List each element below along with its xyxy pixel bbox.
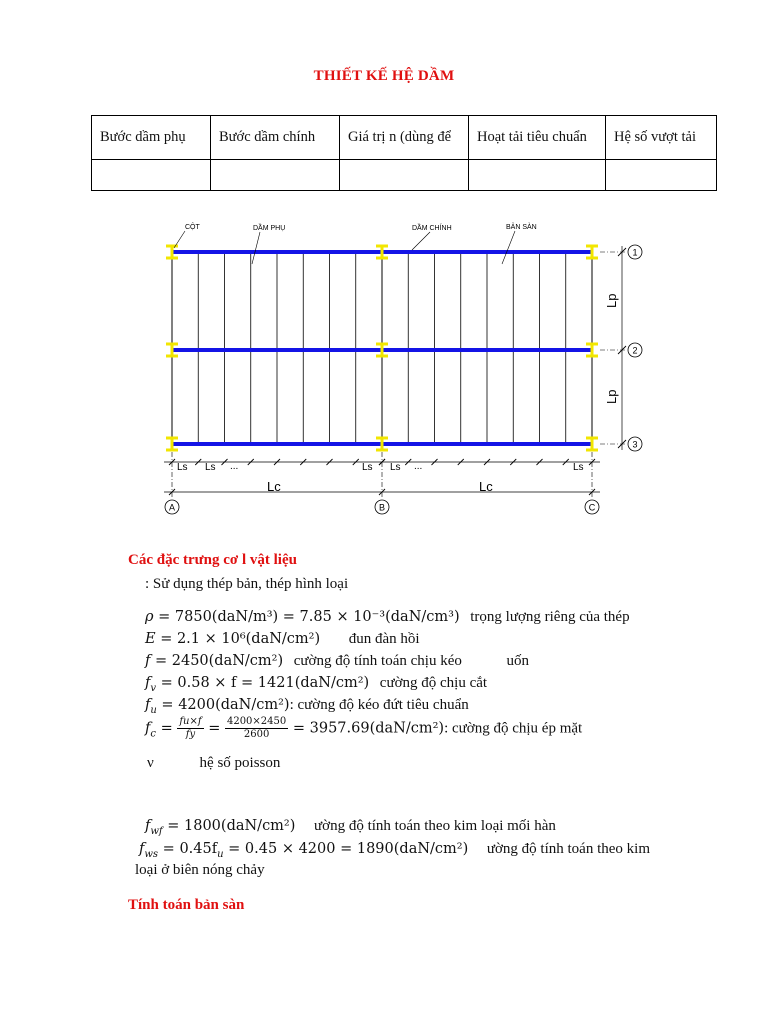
symbol: ν [147,755,154,771]
table-cell[interactable] [469,160,606,191]
denominator: 2600 [243,729,270,740]
label-lc-2: Lc [479,479,493,494]
table-cell[interactable] [92,160,211,191]
expression: = 0.45f [158,841,218,857]
section-heading-materials: Các đặc trưng cơ l vật liệu [128,552,297,568]
symbol: ρ [145,609,154,625]
description: ường độ tính toán theo kim loại mối hàn [314,818,556,834]
axis-label: C [588,502,596,513]
fraction-symbolic [177,716,203,741]
steel-intro: : Sử dụng thép bản, thép hình loại [145,576,349,592]
leader-line [412,232,430,250]
fusion-strength-continued: loại ở biên nóng chảy [135,862,265,878]
subscript: u [150,704,157,716]
description: cường độ chịu cắt [379,675,488,691]
header-cell: Hệ số vượt tải [606,116,717,160]
subscript: c [150,728,156,740]
symbol: f [145,697,151,713]
axis-label: 2 [632,345,638,356]
label-ls: Ls [390,462,401,473]
label-dots: ... [414,461,423,472]
label-ls: Ls [205,462,216,473]
label-lp-1: Lp [604,293,619,308]
table-row [92,160,717,191]
formula-tensile-strength [145,653,529,670]
label-ls: Ls [362,462,373,473]
description: : cường độ chịu ép mặt [444,720,583,737]
symbol: f [145,675,151,691]
axis-label: 1 [632,247,638,258]
expression: = 0.58 × f = 1421(daN/cm²) [156,675,370,691]
symbol: f [139,841,145,857]
description: đun đàn hồi [348,631,420,647]
parameter-table [91,115,717,191]
numerator: 4200×2450 [226,716,287,727]
page-title: THIẾT KẾ HỆ DẦM [313,68,455,84]
table-cell[interactable] [606,160,717,191]
axis-label: 3 [632,439,638,450]
label-ls: Ls [573,462,584,473]
section-heading-slab: Tính toán bản sàn [128,897,245,913]
label-ban-san: BẢN SÀN [506,224,537,231]
poisson-ratio-line [147,755,280,772]
formula-ultimate-strength [145,697,469,716]
formula-bearing-strength: $f_c$ = $\frac{fu\times f}{fy}$ = $\frac{4200\times 2450}{2600}$ = 3957.69(daN/cm²): cường độ chịu ép mặt [145,716,583,740]
grid-axes [165,245,642,514]
subscript: v [150,682,157,694]
leader-line [174,231,185,248]
formula-shear-strength [145,675,487,694]
expression: = 2450(daN/cm²) [150,653,284,669]
header-cell: Bước dầm chính [211,116,340,160]
label-dots: ... [230,461,239,472]
formula-fusion-strength [139,841,650,860]
expression: = 3957.69(daN/cm²) [288,720,445,737]
header-cell: Hoạt tải tiêu chuẩn [469,116,606,160]
symbol: f [145,720,151,737]
label-dam-phu: DẦM PHỤ [253,225,286,232]
beam-layout-plan [150,212,660,522]
axis-label: A [168,502,176,513]
fraction-numeric [225,716,288,741]
label-dam-chinh: DẦM CHÍNH [412,225,452,232]
denominator: fy [185,729,196,740]
header-cell: Giá trị n (dùng để [340,116,469,160]
subscript: u [217,848,224,860]
expression: = 7850(daN/m³) = 7.85 × 10⁻³(daN/cm³) [153,609,460,625]
symbol: f [145,653,151,669]
symbol: E [145,631,156,647]
label-lp-2: Lp [604,389,619,404]
subscript: wf [150,825,163,837]
table-header-row [92,116,717,160]
description-extra: uốn [506,653,529,669]
header-cell: Bước dầm phụ [92,116,211,160]
label-lc-1: Lc [267,479,281,494]
label-cot: CỘT [185,224,200,231]
subscript: ws [144,848,159,860]
expression: = 4200(daN/cm²) [156,697,290,713]
numerator: fu×f [179,716,202,727]
label-ls: Ls [177,462,188,473]
formula-weld-strength [145,818,556,837]
description: trọng lượng riêng của thép [470,609,630,625]
description: cường độ tính toán chịu kéo [293,653,462,669]
expression: = 1800(daN/cm²) [162,818,296,834]
description: ường độ tính toán theo kim [486,841,650,857]
dimension-lines [164,231,626,495]
expression: = 2.1 × 10⁶(daN/cm²) [155,631,321,647]
table-cell[interactable] [211,160,340,191]
axis-label: B [378,502,386,513]
table-cell[interactable] [340,160,469,191]
symbol: f [145,818,151,834]
equals: = [155,720,178,737]
description: hệ số poisson [199,755,281,771]
formula-elastic-modulus [145,631,420,648]
formula-density [145,609,630,626]
expression: = 0.45 × 4200 = 1890(daN/cm²) [223,841,469,857]
description: : cường độ kéo đứt tiêu chuẩn [289,697,469,713]
leader-line [252,232,260,264]
